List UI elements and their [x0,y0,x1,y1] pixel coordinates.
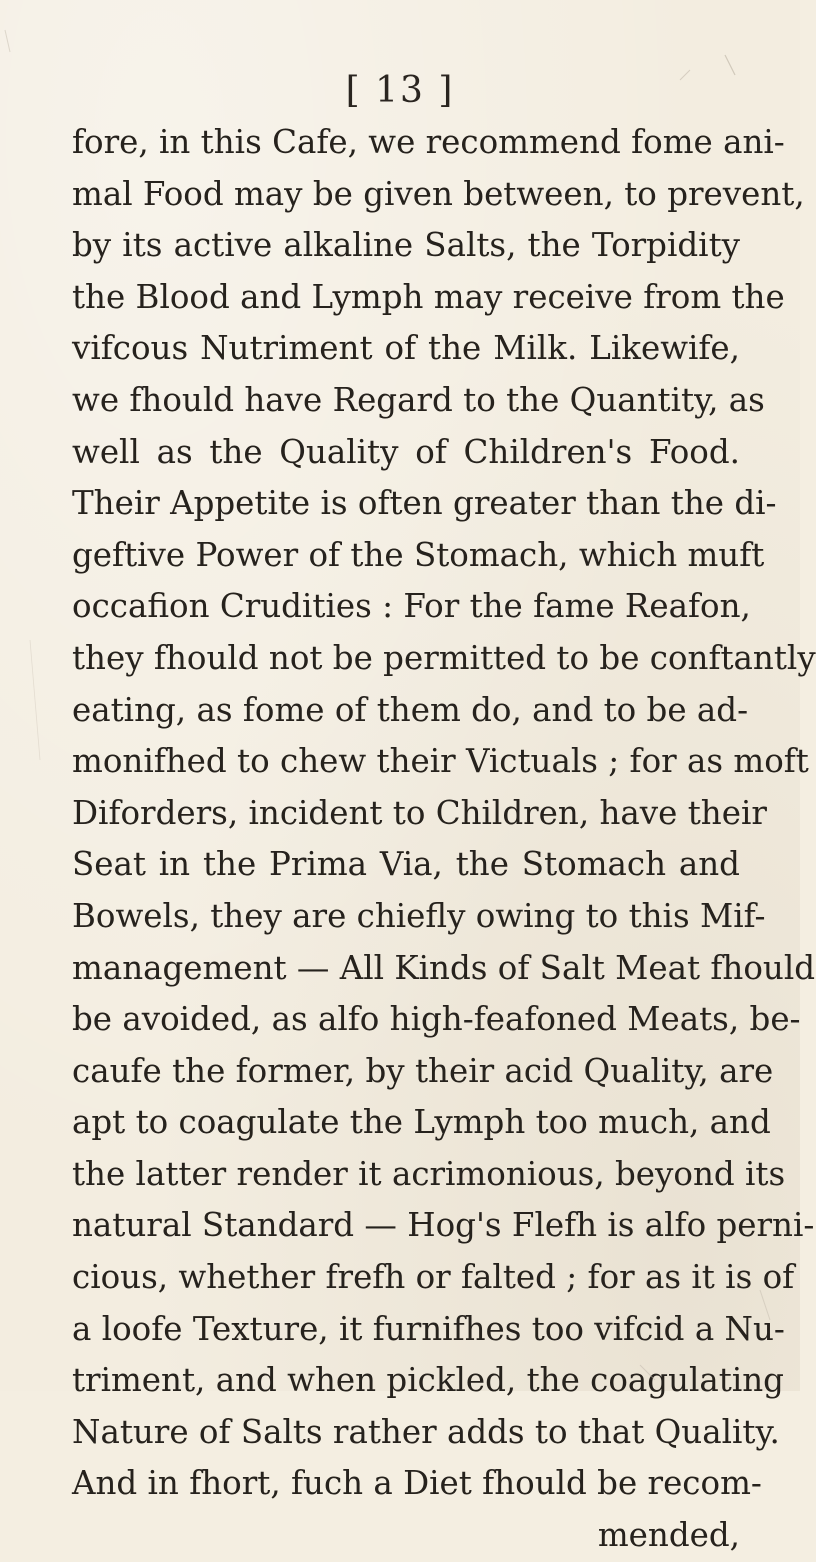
text-line: they fhould not be permitted to be conftantly [72,638,816,677]
text-line: a loofe Texture, it furnifhes too vifcid a Nu- [72,1309,785,1348]
text-line: geftive Power of the Stomach, which muft [72,535,765,574]
text-line: And in fhort, fuch a Diet fhould be recom- [72,1464,762,1503]
text-line: we fhould have Regard to the Quantity, as [72,380,765,419]
text-line: the Blood and Lymph may receive from the [72,277,785,316]
text-line: vifcous Nutriment of the Milk. Likewife, [72,329,740,368]
text-line: triment, and when pickled, the coagulating [72,1361,784,1400]
text-line: be avoided, as alfo high-feafoned Meats, be- [72,1000,801,1039]
text-line: by its active alkaline Salts, the Torpidity [72,226,740,265]
text-line: apt to coagulate the Lymph too much, and [72,1103,771,1142]
catchword: mended, [597,1516,740,1555]
page-number: [ 13 ] [345,70,455,111]
text-line: Bowels, they are chiefly owing to this Mif- [72,896,766,935]
text-line: eating, as fome of them do, and to be ad- [72,690,749,729]
text-line: well as the Quality of Children's Food. [72,432,740,471]
text-line: occafion Crudities : For the fame Reafon, [72,587,751,626]
text-line: Diforders, incident to Children, have their [72,793,767,832]
text-line: Nature of Salts rather adds to that Quality. [72,1412,780,1451]
text-line: fore, in this Cafe, we recommend fome ani- [72,123,785,161]
text-line: Seat in the Prima Via, the Stomach and [72,845,740,884]
body-text [72,117,816,1562]
text-line: cious, whether frefh or falted ; for as it is of [72,1258,795,1297]
text-line: management — All Kinds of Salt Meat fhould [72,948,816,987]
text-line: natural Standard — Hog's Flefh is alfo perni- [72,1206,815,1245]
text-line: the latter render it acrimonious, beyond its [72,1154,786,1193]
text-line: monifhed to chew their Victuals ; for as moft [72,742,809,781]
text-line: caufe the former, by their acid Quality, are [72,1051,774,1090]
text-line: mal Food may be given between, to prevent, [72,174,805,213]
text-line: Their Appetite is often greater than the di- [72,484,777,523]
